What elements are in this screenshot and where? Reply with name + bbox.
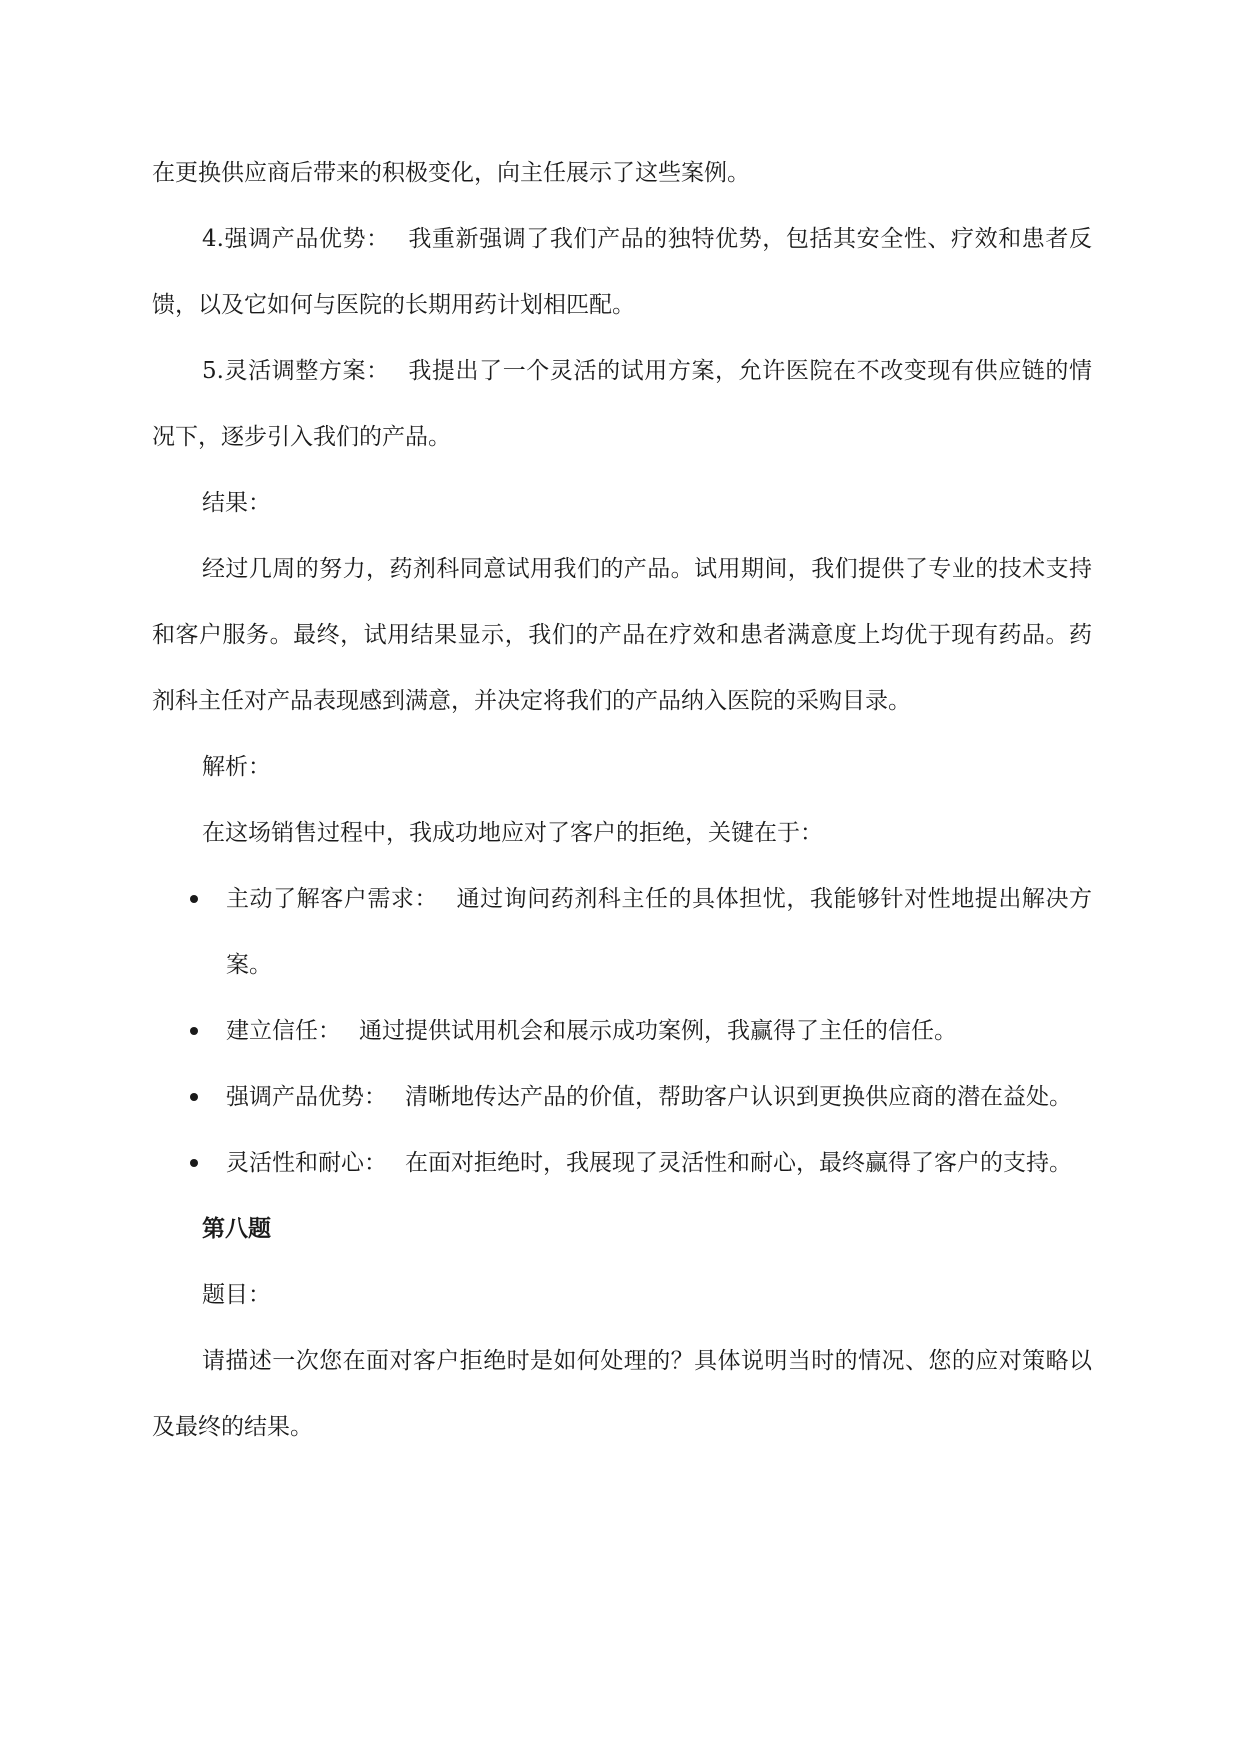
bullet-label: 主动了解客户需求： (226, 886, 438, 912)
document-page (152, 140, 1092, 1460)
paragraph-continuation: 在更换供应商后带来的积极变化，向主任展示了这些案例。 (152, 160, 750, 186)
bullet-label: 灵活性和耐心： (226, 1150, 387, 1176)
item-4-label: 4.强调产品优势： (202, 226, 390, 252)
bullet-dot-icon (190, 895, 198, 903)
bullet-label: 强调产品优势： (226, 1084, 387, 1110)
result-paragraph: 经过几周的努力，药剂科同意试用我们的产品。试用期间，我们提供了专业的技术支持和客户服务。最终，试用结果显示，我们的产品在疗效和患者满意度上均优于现有药品。药剂科主任对产品表现感到满意，并决定将我们的产品纳入医院的采购目录。 (152, 556, 1092, 714)
list-item (152, 998, 1092, 1064)
bullet-dot-icon (190, 1093, 198, 1101)
key-points-list (152, 866, 1092, 1196)
bullet-text: 在面对拒绝时，我展现了灵活性和耐心，最终赢得了客户的支持。 (405, 1150, 1072, 1176)
section-title: 第八题 (202, 1216, 271, 1242)
paragraph-item-5 (152, 338, 1092, 470)
bullet-text: 清晰地传达产品的价值，帮助客户认识到更换供应商的潜在益处。 (405, 1084, 1072, 1110)
analysis-intro: 在这场销售过程中，我成功地应对了客户的拒绝，关键在于： (202, 820, 823, 846)
question-paragraph: 请描述一次您在面对客户拒绝时是如何处理的？具体说明当时的情况、您的应对策略以及最终的结果。 (152, 1348, 1092, 1440)
result-heading: 结果： (202, 490, 271, 516)
bullet-text: 通过提供试用机会和展示成功案例，我赢得了主任的信任。 (359, 1018, 957, 1044)
item-4-text: 我重新强调了我们产品的独特优势，包括其安全性、疗效和患者反馈，以及它如何与医院的长期用药计划相匹配。 (152, 226, 1092, 318)
item-5-label: 5.灵活调整方案： (202, 358, 390, 384)
list-item (152, 866, 1092, 998)
bullet-dot-icon (190, 1027, 198, 1035)
list-item (152, 1130, 1092, 1196)
analysis-heading: 解析： (202, 754, 271, 780)
bullet-label: 建立信任： (226, 1018, 341, 1044)
bullet-text: 通过询问药剂科主任的具体担忧，我能够针对性地提出解决方案。 (226, 886, 1093, 978)
bullet-dot-icon (190, 1159, 198, 1167)
list-item (152, 1064, 1092, 1130)
paragraph-item-4 (152, 206, 1092, 338)
item-5-text: 我提出了一个灵活的试用方案，允许医院在不改变现有供应链的情况下，逐步引入我们的产品。 (152, 358, 1092, 450)
question-heading: 题目： (202, 1282, 271, 1308)
